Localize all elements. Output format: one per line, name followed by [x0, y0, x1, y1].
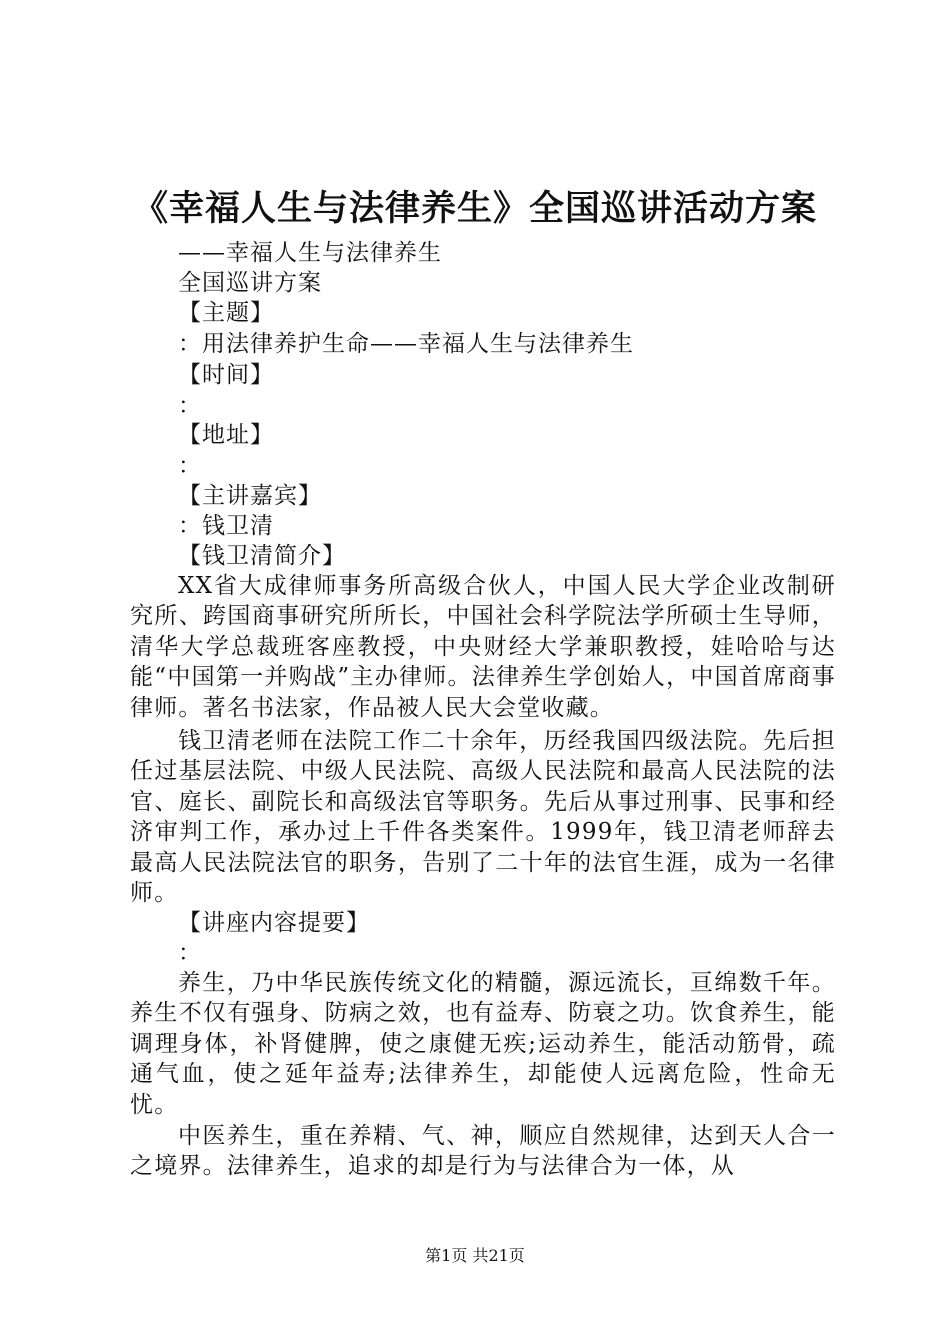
profile-paragraph-2: 钱卫清老师在法院工作二十余年，历经我国四级法院。先后担任过基层法院、中级人民法院、高级人民法院和最高人民法院的法官、庭长、副院长和高级法官等职务。先后从事过刑事、民事和经济审判工作，承办过上千件各类案件。1999年，钱卫清老师辞去最高人民法院法官的职务，告别了二十年的法官生涯，成为一名律师。	[130, 728, 836, 907]
page-number: 第1页 共21页	[425, 1246, 525, 1265]
lecture-paragraph-1: 养生，乃中华民族传统文化的精髓，源远流长，亘绵数千年。养生不仅有强身、防病之效，也有益寿、防衰之功。饮食养生，能调理身体，补肾健脾，使之康健无疾;运动养生，能活动筋骨，疏通气血，使之延年益寿;法律养生，却能使人远离危险，性命无忧。	[130, 970, 836, 1118]
profile-paragraph-1: XX省大成律师事务所高级合伙人，中国人民大学企业改制研究所、跨国商事研究所所长，中国社会科学院法学所硕士生导师，清华大学总裁班客座教授，中央财经大学兼职教授，娃哈哈与达能“中国第一并购战”主办律师。法律养生学创始人，中国首席商事律师。著名书法家，作品被人民大会堂收藏。	[130, 573, 836, 721]
lecture-paragraph-2: 中医养生，重在养精、气、神，顺应自然规律，达到天人合一之境界。法律养生，追求的却是行为与法律合为一体，从	[130, 1123, 836, 1180]
address-heading: 【地址】	[178, 422, 274, 448]
subtitle-line-2: 全国巡讲方案	[178, 270, 322, 296]
lecture-heading: 【讲座内容提要】	[178, 910, 370, 936]
speaker-heading: 【主讲嘉宾】	[178, 483, 322, 509]
profile-heading: 【钱卫清简介】	[178, 543, 346, 569]
time-value: ：	[178, 393, 202, 419]
theme-heading: 【主题】	[178, 300, 274, 326]
theme-value: ：用法律养护生命——幸福人生与法律养生	[178, 331, 634, 357]
document-title: 《幸福人生与法律养生》全国巡讲活动方案	[132, 188, 817, 229]
lecture-colon: ：	[178, 940, 202, 966]
time-heading: 【时间】	[178, 362, 274, 388]
speaker-value: ：钱卫清	[178, 513, 274, 539]
subtitle-line: ——幸福人生与法律养生	[178, 240, 442, 266]
address-value: ：	[178, 453, 202, 479]
